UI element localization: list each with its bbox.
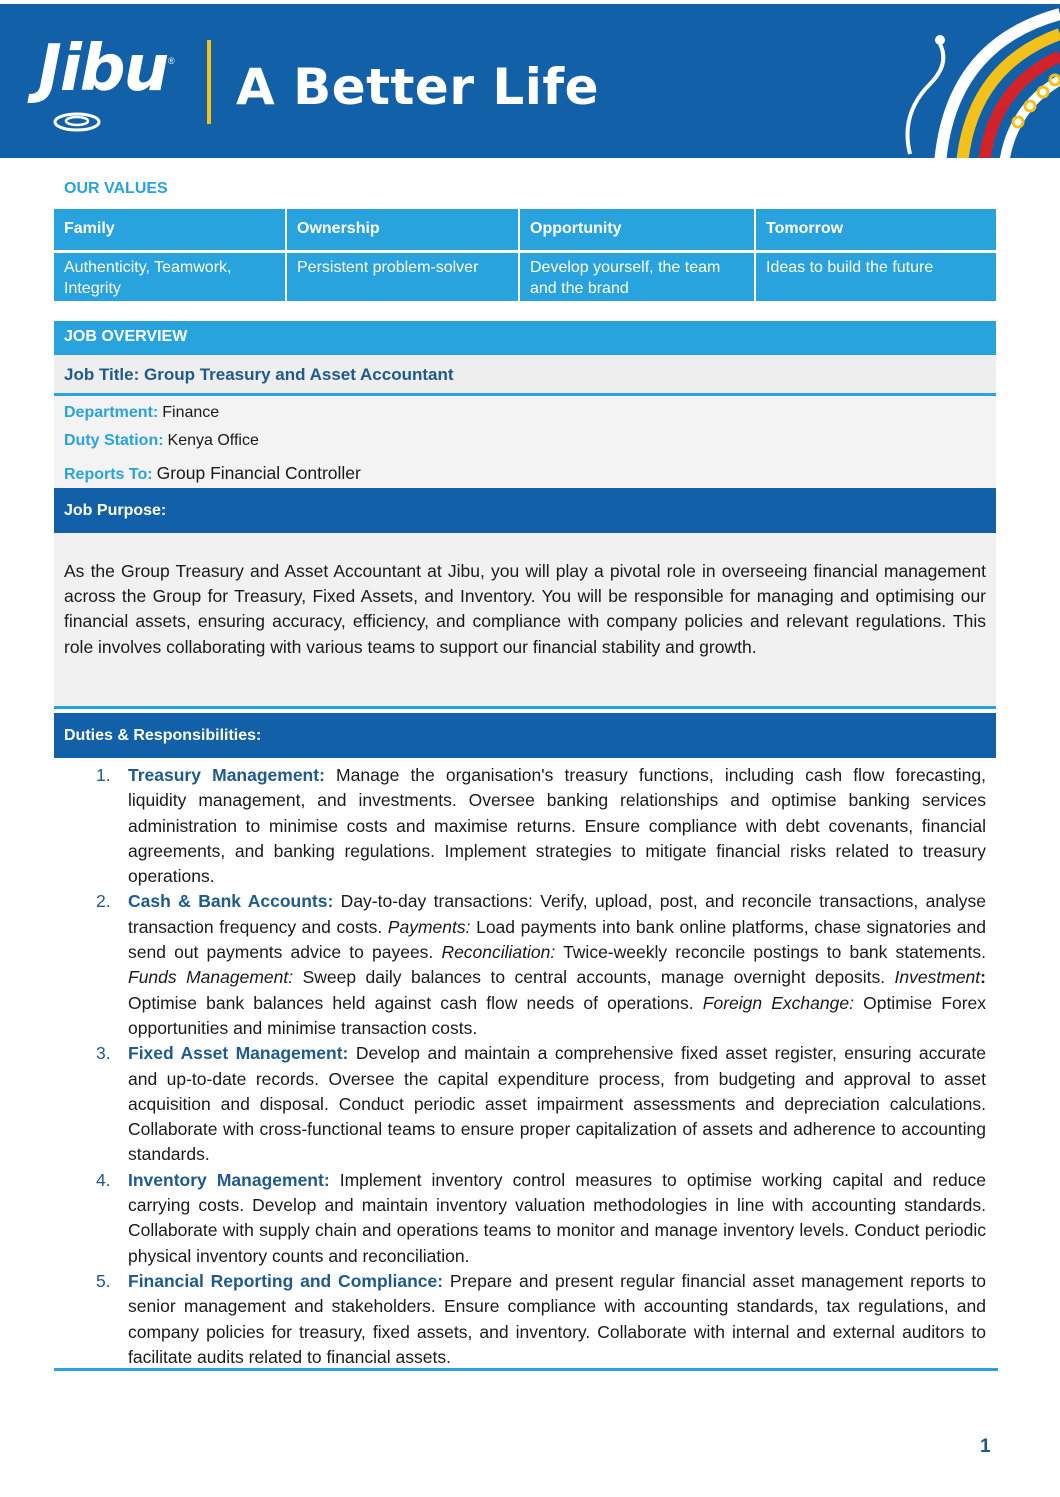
job-title-label: Job Title:	[64, 365, 140, 384]
reports-to-value: Group Financial Controller	[156, 463, 361, 483]
job-title-row	[54, 355, 996, 396]
reconciliation-label: Reconciliation:	[441, 942, 556, 963]
header-banner	[0, 4, 1060, 158]
water-drop-icon	[50, 108, 104, 134]
duty-station-line	[64, 432, 259, 450]
job-purpose-text: As the Group Treasury and Asset Accountant at Jibu, you will play a pivotal role in overseeing financial management across the Group for Treasury, Fixed Assets, and Inventory. You will be responsible for managing and optimising our financial assets, ensuring accuracy, efficiency, and compliance with company policies and relevant regulations. This role involves collaborating with various teams to support our financial stability and growth.	[54, 533, 996, 709]
duty-item-fixed-asset	[92, 1041, 986, 1167]
section-end-rule	[54, 1368, 998, 1371]
values-table	[54, 209, 996, 301]
values-heading-ownership: Ownership	[286, 209, 519, 251]
job-details	[54, 396, 996, 488]
values-header-row	[54, 209, 996, 251]
values-section-title: OUR VALUES	[64, 180, 168, 197]
reports-to-label: Reports To:	[64, 466, 153, 483]
duty-number: 1.	[96, 765, 111, 785]
job-title-value: Group Treasury and Asset Accountant	[143, 365, 454, 384]
values-heading-opportunity: Opportunity	[519, 209, 755, 251]
foreign-exchange-label: Foreign Exchange:	[702, 992, 854, 1013]
job-overview-heading: JOB OVERVIEW	[54, 321, 996, 355]
values-heading-tomorrow: Tomorrow	[755, 209, 996, 251]
page-title: A Better Life	[236, 58, 600, 116]
investment-colon: :	[980, 967, 986, 988]
duty-body: Implement inventory control measures to optimise working capital and reduce carrying costs. Develop and maintain inventory valuation methodologies in line with accounting standards. Collaborate with supply chain and operations teams to monitor and manage inventory levels. Conduct periodic physical inventory counts and reconciliation.	[128, 1169, 986, 1266]
investment-label: Investment	[894, 967, 981, 988]
department-label: Department:	[64, 404, 159, 421]
values-text-family: Authenticity, Teamwork, Integrity	[54, 251, 286, 301]
header-divider	[207, 40, 211, 124]
funds-management-label: Funds Management:	[128, 967, 294, 988]
duties-list	[92, 763, 986, 1370]
registered-mark: ®	[168, 56, 175, 66]
duty-station-value: Kenya Office	[167, 432, 259, 449]
reports-to-line	[64, 463, 361, 484]
funds-management-text: Sweep daily balances to central accounts, manage overnight deposits.	[293, 967, 895, 988]
foreign-exchange-text: Optimise Forex opportunities and minimise transaction costs.	[128, 992, 986, 1038]
duty-item-cash-bank	[92, 889, 986, 1041]
duty-item-inventory	[92, 1168, 986, 1269]
duty-item-reporting	[92, 1269, 986, 1370]
duty-body: Day-to-day transactions: Verify, upload, post, and reconcile transactions, analyse transaction frequency and costs.	[128, 891, 986, 937]
duty-number: 2.	[96, 891, 111, 912]
values-text-row	[54, 251, 996, 301]
duties-heading: Duties & Responsibilities:	[54, 713, 996, 758]
reconciliation-text: Twice-weekly reconcile postings to bank statements.	[555, 942, 987, 963]
duty-number: 5.	[96, 1270, 111, 1291]
duty-body: Manage the organisation's treasury functions, including cash flow forecasting, liquidity management, and investments. Oversee banking relationships and optimise banking services administration to minimise costs and maximise returns. Ensure compliance with debt covenants, financial agreements, and banking regulations. Implement strategies to mitigate financial risks related to treasury operations.	[128, 765, 986, 887]
duty-item-treasury	[92, 763, 986, 889]
duty-number: 3.	[96, 1043, 111, 1064]
duty-heading: Treasury Management:	[128, 765, 325, 785]
values-text-opportunity: Develop yourself, the team and the brand	[519, 251, 755, 301]
department-value: Finance	[162, 404, 220, 421]
rainbow-arc-icon	[880, 4, 1060, 158]
duty-heading: Fixed Asset Management:	[128, 1043, 349, 1064]
duty-heading: Inventory Management:	[128, 1169, 330, 1190]
payments-label: Payments:	[387, 916, 471, 937]
investment-text: Optimise bank balances held against cash flow needs of operations.	[128, 992, 703, 1013]
values-heading-family: Family	[54, 209, 286, 251]
values-text-ownership: Persistent problem-solver	[286, 251, 519, 301]
jibu-logo: Jibu	[38, 32, 168, 106]
duty-body: Prepare and present regular financial asset management reports to senior management and stakeholders. Ensure compliance with accounting standards, tax regulations, and company policies for treasury, fixed assets, and inventory. Collaborate with internal and external auditors to facilitate audits related to financial assets.	[128, 1270, 986, 1367]
duty-heading: Cash & Bank Accounts:	[128, 891, 334, 912]
values-text-tomorrow: Ideas to build the future	[755, 251, 996, 301]
department-line	[64, 404, 219, 422]
duty-number: 4.	[96, 1169, 111, 1190]
duty-station-label: Duty Station:	[64, 432, 164, 449]
job-purpose-heading: Job Purpose:	[54, 488, 996, 533]
duty-heading: Financial Reporting and Compliance:	[128, 1270, 444, 1291]
payments-text: Load payments into bank online platforms, chase signatories and send out payments advice to payees.	[128, 916, 986, 963]
duty-body: Develop and maintain a comprehensive fixed asset register, ensuring accurate and up-to-date records. Oversee the capital expenditure process, from budgeting and approval to asset acquisition and disposal. Conduct periodic asset impairment assessments and depreciation calculations. Collaborate with cross-functional teams to ensure proper capitalization of assets and adherence to accounting standards.	[128, 1043, 986, 1165]
page-number: 1	[980, 1436, 991, 1457]
